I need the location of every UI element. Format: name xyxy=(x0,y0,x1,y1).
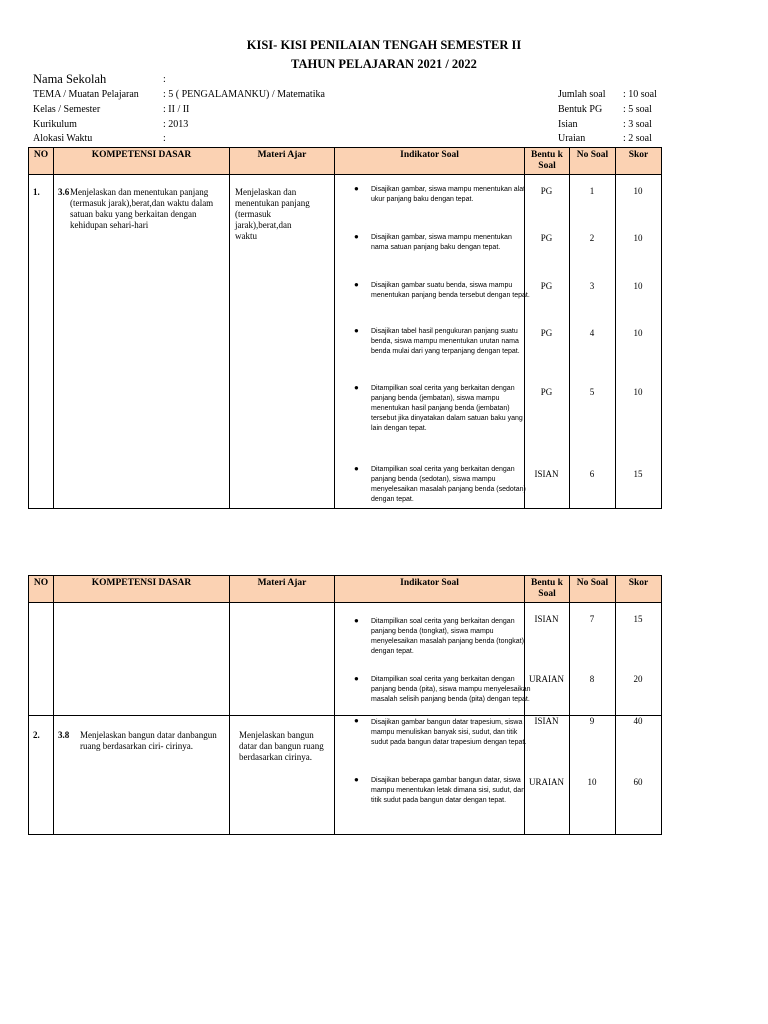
bentuk-soal: URAIAN xyxy=(529,777,564,787)
meta-label-tema: TEMA / Muatan Pelajaran xyxy=(33,89,139,100)
indikator-text: Disajikan gambar suatu benda, siswa mampu menentukan panjang benda tersebut dengan tepat. xyxy=(371,282,530,299)
header-materi-ajar: Materi Ajar xyxy=(230,148,335,175)
no-soal: 1 xyxy=(589,186,595,196)
indikator-text: Disajikan gambar, siswa mampu menentukan nama satuan panjang baku dengan tepat. xyxy=(371,234,512,251)
skor: 10 xyxy=(633,233,643,243)
header-no-soal: No Soal xyxy=(570,148,616,175)
header-indikator-soal: Indikator Soal xyxy=(335,576,525,603)
kd-text: Menjelaskan dan menentukan panjang (termasuk jarak),berat,dan waktu dalam satuan baku yang berkaitan dengan kehidupan sehari-hari xyxy=(70,187,214,230)
kd-text: Menjelaskan bangun datar danbangun ruang berdasarkan ciri- cirinya. xyxy=(80,730,217,751)
bullet: ● xyxy=(354,184,359,193)
skor: 15 xyxy=(633,469,643,479)
meta-label-nama-sekolah: Nama Sekolah xyxy=(33,72,107,86)
kd-number: 3.6 xyxy=(58,187,70,197)
bentuk-soal: PG xyxy=(540,328,553,338)
meta-label-isian: Isian xyxy=(558,119,578,130)
no-soal: 9 xyxy=(589,716,595,726)
bullet: ● xyxy=(354,383,359,392)
skor: 10 xyxy=(633,328,643,338)
meta-label-alokasi: Alokasi Waktu xyxy=(33,133,93,144)
bullet: ● xyxy=(354,464,359,473)
bullet: ● xyxy=(354,716,359,725)
bullet: ● xyxy=(354,232,359,241)
row-no: 2. xyxy=(33,730,40,740)
bullet: ● xyxy=(354,674,359,683)
skor: 15 xyxy=(633,614,643,624)
header-no: NO xyxy=(29,148,54,175)
document-subtitle: TAHUN PELAJARAN 2021 / 2022 xyxy=(291,57,477,71)
row-no: 1. xyxy=(33,187,40,197)
bullet: ● xyxy=(354,326,359,335)
meta-label-jumlah: Jumlah soal xyxy=(558,89,606,100)
bentuk-soal: PG xyxy=(540,281,553,291)
meta-value-jumlah: : 10 soal xyxy=(623,89,657,100)
bullet: ● xyxy=(354,616,359,625)
materi-text: Menjelaskan bangun datar dan bangun ruang berdasarkan cirinya. xyxy=(239,730,324,762)
meta-label-uraian: Uraian xyxy=(558,133,586,144)
header-no-soal: No Soal xyxy=(570,576,616,603)
document-title: KISI- KISI PENILAIAN TENGAH SEMESTER II xyxy=(246,38,522,52)
header-skor: Skor xyxy=(616,576,662,603)
no-soal: 4 xyxy=(589,328,595,338)
indikator-text: Disajikan gambar, siswa mampu menentukan alat ukur panjang baku dengan tepat. xyxy=(371,186,526,203)
header-kompetensi-dasar: KOMPETENSI DASAR xyxy=(54,576,230,603)
meta-label-kelas: Kelas / Semester xyxy=(33,104,101,115)
header-bentuk-soal: Bentu k Soal xyxy=(525,576,570,603)
bentuk-soal: ISIAN xyxy=(534,716,559,726)
skor: 20 xyxy=(633,674,643,684)
bullet: ● xyxy=(354,775,359,784)
materi-text: Menjelaskan dan menentukan panjang (termasuk jarak),berat,dan waktu xyxy=(235,187,310,241)
bentuk-soal: ISIAN xyxy=(534,614,559,624)
skor: 10 xyxy=(633,387,643,397)
bentuk-soal: PG xyxy=(540,186,553,196)
meta-value-isian: : 3 soal xyxy=(623,119,652,130)
indikator-text: Disajikan tabel hasil pengukuran panjang suatu benda, siswa mampu menentukan urutan nama benda mulai dari yang terpanjang dengan tepat. xyxy=(371,328,520,355)
skor: 40 xyxy=(633,716,643,726)
bentuk-soal: URAIAN xyxy=(529,674,564,684)
meta-value-pg: : 5 soal xyxy=(623,104,652,115)
no-soal: 10 xyxy=(587,777,597,787)
bullet: ● xyxy=(354,280,359,289)
bentuk-soal: PG xyxy=(540,387,553,397)
indikator-text: Disajikan beberapa gambar bangun datar, siswa mampu menentukan letak dimana sisi, sudut, dan titik sudut pada bangun datar dengan tepat. xyxy=(371,777,526,804)
no-soal: 8 xyxy=(589,674,595,684)
bentuk-soal: ISIAN xyxy=(534,469,559,479)
skor: 60 xyxy=(633,777,643,787)
no-soal: 6 xyxy=(589,469,595,479)
header-no: NO xyxy=(29,576,54,603)
meta-value-uraian: : 2 soal xyxy=(623,133,652,144)
indikator-text: Ditampilkan soal cerita yang berkaitan dengan panjang benda (tongkat), siswa mampu menyelesaikan masalah panjang benda (tongkat) dengan tepat. xyxy=(371,618,524,655)
no-soal: 3 xyxy=(589,281,595,291)
indikator-text: Ditampilkan soal cerita yang berkaitan dengan panjang benda (sedotan), siswa mampu menyelesaikan masalah panjang benda (sedotan) dengan tepat. xyxy=(371,466,526,503)
meta-value-nama-sekolah: : xyxy=(163,74,166,85)
indikator-text: Disajikan gambar bangun datar trapesium, siswa mampu menuliskan banyak sisi, sudut, dan titik sudut pada bangun datar trapesium dengan tepat. xyxy=(371,719,527,746)
indikator-text: Ditampilkan soal cerita yang berkaitan dengan panjang benda (jembatan), siswa mampu menentukan hasil panjang benda (jembatan) tersebut jika dinyatakan dalam satuan baku yang lain dengan tepat. xyxy=(371,385,523,432)
header-bentuk-soal: Bentu k Soal xyxy=(525,148,570,175)
meta-value-kelas: : II / II xyxy=(163,104,190,115)
no-soal: 5 xyxy=(589,387,595,397)
header-materi-ajar: Materi Ajar xyxy=(230,576,335,603)
kd-number: 3.8 xyxy=(58,730,70,740)
meta-label-kurikulum: Kurikulum xyxy=(33,119,77,130)
meta-label-pg: Bentuk PG xyxy=(558,104,603,115)
bentuk-soal: PG xyxy=(540,233,553,243)
skor: 10 xyxy=(633,186,643,196)
meta-value-alokasi: : xyxy=(163,133,166,144)
skor: 10 xyxy=(633,281,643,291)
no-soal: 7 xyxy=(589,614,595,624)
indikator-text: Ditampilkan soal cerita yang berkaitan dengan panjang benda (pita), siswa mampu menyelesaikan masalah selisih panjang benda (pita) dengan tepat. xyxy=(371,676,531,703)
header-skor: Skor xyxy=(616,148,662,175)
no-soal: 2 xyxy=(589,233,595,243)
header-kompetensi-dasar: KOMPETENSI DASAR xyxy=(54,148,230,175)
meta-value-kurikulum: : 2013 xyxy=(163,119,189,130)
meta-value-tema: : 5 ( PENGALAMANKU) / Matematika xyxy=(163,89,325,100)
header-indikator-soal: Indikator Soal xyxy=(335,148,525,175)
